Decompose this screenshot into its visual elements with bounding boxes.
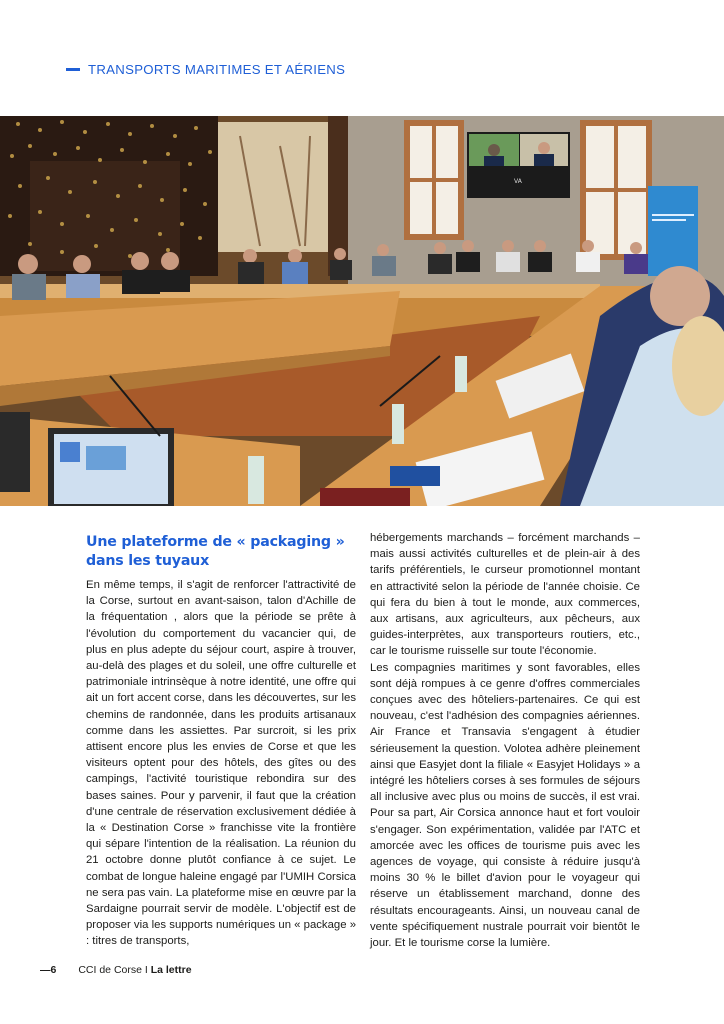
publication-name: [78, 964, 191, 976]
article-column-right: [370, 530, 640, 951]
article-headline: Une plateforme de « packaging » dans les tuyaux: [86, 534, 345, 569]
page-footer: [40, 964, 192, 976]
meeting-photo: [0, 116, 724, 506]
footer-separator: I: [141, 964, 151, 976]
section-title: TRANSPORTS MARITIMES ET AÉRIENS: [88, 62, 346, 77]
screen-caption: VA: [514, 178, 522, 185]
section-dash-icon: [66, 68, 80, 71]
wall-mural: [218, 122, 328, 252]
article-paragraph: hébergements marchands – forcément marchands – mais aussi activités culturelles et de plein-air à des tarifs préférentiels, le curseur promotionnel montant en attractivité selon la période de l'année choisie. Ce qui fera du bien à tout le monde, aux commerces, aux artisans, aux agriculteurs, aux pêcheurs, aux guides-interprètes, aux transporteurs routiers, etc., car le tourisme ruisselle sur toute l'économie.: [370, 532, 640, 658]
page-number: —6: [40, 964, 57, 976]
roll-up-banner: [648, 186, 698, 276]
section-header: [66, 62, 345, 77]
article-paragraph: En même temps, il s'agit de renforcer l'attractivité de la Corse, surtout en avant-saison, talon d'Achille de la fréquentation , alors que la période se prête à l'évolution du comportement du vacancier qui, de plus en plus adepte du séjour court, aspire à trouver, au-delà des plages et du soleil, une offre culturelle et patrimoniale intrinsèque à notre identité, une offre qui ait un fort accent corse, dans les découvertes, sur les chemins de randonnée, dans les produits artisanaux comme dans les assiettes. Par surcroit, si les prix attisent encore plus les envies de Corse et que les visiteurs optent pour des hôtels, des gîtes ou des campings, l'activité touristique rebondira sur des bases saines. Pour y parvenir, il faut que la création d'une centrale de réservation exclusivement dédiée à la « Destination Corse » franchisse vite la frontière qui sépare l'intention de la réalisation. La réunion du 21 octobre donne plutôt confiance à ce sujet. Le combat de longue haleine engagé par l'UMIH Corsica ne sera pas vain. La plateforme mise en œuvre par la Sardaigne pourrait servir de modèle. L'objectif est de proposer via les supports numériques un « package » : titres de transports,: [86, 579, 356, 948]
article-column-left: [86, 533, 356, 950]
publication-title: CCI de Corse: [78, 964, 142, 976]
issue-name: La lettre: [150, 964, 192, 976]
article-paragraph: Les compagnies maritimes y sont favorables, elles sont déjà rompues à ce genre d'offres commerciales conçues avec des hôteliers-partenaires. Ce qui est nouveau, c'est l'adhésion des compagnies aériennes. Air France et Transavia s'engagent à étudier sérieusement la question. Volotea adhère pleinement ainsi que Easyjet dont la filiale « Easyjet Holidays » a intégré les hôteliers corses à ses formules de séjours all inclusive avec plus ou moins de succès, il est vrai. Pour sa part, Air Corsica annonce haut et fort vouloir s'engager. Son expérimentation, validée par l'ATC et amorcée avec les offices de tourisme puis avec les agences de voyage, qui consiste à réduire jusqu'à moins 30 % le billet d'avion pour le voyageur qui réserve un établissement marchand, donne des résultats encourageants. Ainsi, un nouveau canal de vente spécifiquement nustrale pourrait voir bientôt le jour. Et le tourisme corse la lumière.: [370, 661, 640, 950]
